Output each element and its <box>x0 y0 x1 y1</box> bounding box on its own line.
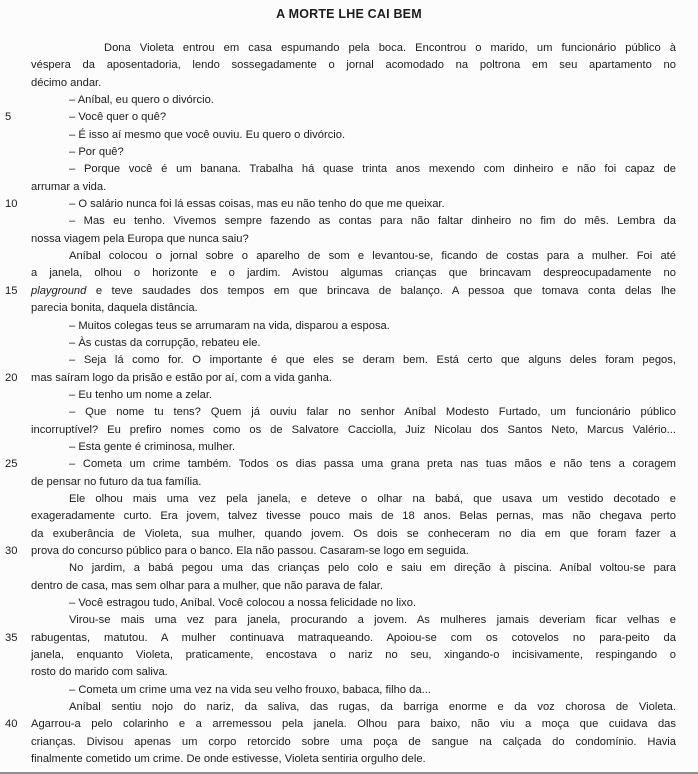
text-line <box>0 231 698 248</box>
line-number <box>0 508 31 525</box>
text-line <box>0 716 698 733</box>
text-line <box>0 92 698 109</box>
line-number <box>0 161 31 178</box>
text-line <box>0 734 698 751</box>
line-number <box>0 318 31 335</box>
line-number: 20 <box>5 371 18 384</box>
line-number <box>0 404 31 421</box>
text-line <box>0 526 698 543</box>
text-line <box>0 144 698 161</box>
text-line <box>0 335 698 352</box>
line-number <box>0 144 31 161</box>
line-text: rosto do marido com saliva. <box>31 666 168 679</box>
line-number: 10 <box>5 198 18 211</box>
text-line <box>0 196 698 213</box>
line-text: rabugentas, matutou. A mulher continuava matraqueando. Apoiou-se com os cotovelos no para-peito da <box>31 631 676 644</box>
line-text: – Você quer o quê? <box>69 111 167 124</box>
line-number <box>0 300 31 317</box>
line-text: nossa viagem pela Europa que nunca saiu? <box>31 232 249 245</box>
text-line <box>0 439 698 456</box>
document-title: A MORTE LHE CAI BEM <box>276 7 422 21</box>
text-line <box>0 543 698 560</box>
line-number <box>0 387 31 404</box>
text-line <box>0 578 698 595</box>
text-line <box>0 387 698 404</box>
line-number <box>0 213 31 230</box>
text-line <box>0 370 698 387</box>
line-number <box>0 179 31 196</box>
line-text: de pensar no futuro da tua família. <box>31 475 202 488</box>
line-text: janela, enquanto Violeta, praticamente, encostava o nariz no seu, xingando-o incisivamente, respingando o <box>31 649 676 662</box>
line-text: Aníbal colocou o jornal sobre o aparelho de som e levantou-se, ficando de costas para a mulher. Foi até <box>69 250 676 263</box>
text-line <box>0 127 698 144</box>
line-number <box>0 265 31 282</box>
line-number <box>0 474 31 491</box>
text-line <box>0 664 698 681</box>
text-line <box>0 161 698 178</box>
line-text: – Cometa um crime uma vez na vida seu velho frouxo, babaca, filho da... <box>69 683 431 696</box>
line-text: – Que nome tu tens? Quem já ouviu falar no senhor Aníbal Modesto Furtado, um funcionário público <box>69 406 676 419</box>
line-number <box>0 40 31 57</box>
line-number <box>0 682 31 699</box>
line-number <box>0 595 31 612</box>
text-line <box>0 456 698 473</box>
line-number <box>0 127 31 144</box>
line-number <box>0 57 31 74</box>
line-text: Virou-se mais uma vez para janela, procurando a jovem. As mulheres jamais deveriam ficar velhas e <box>69 614 676 627</box>
line-number <box>0 75 31 92</box>
line-number <box>0 664 31 681</box>
line-number <box>0 560 31 577</box>
line-text: arrumar a vida. <box>31 180 107 193</box>
text-line <box>0 508 698 525</box>
text-line <box>0 75 698 92</box>
line-text: Ele olhou mais uma vez pela janela, e deteve o olhar na babá, que usava um vestido decotado e <box>69 492 676 505</box>
document-body <box>0 40 698 768</box>
text-line <box>0 682 698 699</box>
text-line <box>0 352 698 369</box>
text-line <box>0 265 698 282</box>
line-number <box>0 92 31 109</box>
text-line <box>0 595 698 612</box>
line-text: – O salário nunca foi lá essas coisas, mas eu não tenho do que me queixar. <box>69 198 445 211</box>
line-number <box>0 439 31 456</box>
line-number <box>0 248 31 265</box>
line-text: – Por quê? <box>69 146 124 159</box>
line-number: 30 <box>5 544 18 557</box>
line-text: parecia bonita, daquela distância. <box>31 302 198 315</box>
line-number <box>0 231 31 248</box>
line-text: a janela, olhou o horizonte e o jardim. Avistou algumas crianças que brincavam despreocupadamente no <box>31 267 676 280</box>
text-line <box>0 422 698 439</box>
line-text: exageradamente curto. Era jovem, talvez tivesse pouco mais de 18 anos. Belas pernas, mas não chegava perto <box>31 510 676 523</box>
text-line <box>0 213 698 230</box>
line-number: 35 <box>5 631 18 644</box>
text-line <box>0 404 698 421</box>
line-number <box>0 699 31 716</box>
line-number <box>0 578 31 595</box>
text-line <box>0 57 698 74</box>
line-number <box>0 647 31 664</box>
line-text: – Seja lá como for. O importante é que eles se deram bem. Está certo que alguns deles foram pegos, <box>69 354 676 367</box>
line-text: prova do concurso público para o banco. Ela não passou. Casaram-se logo em seguida. <box>31 544 469 557</box>
text-line <box>0 751 698 768</box>
text-line <box>0 40 698 57</box>
line-number: 5 <box>5 111 12 124</box>
line-text: – Aníbal, eu quero o divórcio. <box>69 94 214 107</box>
text-line <box>0 300 698 317</box>
line-text: – Mas eu tenho. Vivemos sempre fazendo as contas para não faltar dinheiro no fim do mês. Lembra da <box>69 215 676 228</box>
line-number: 40 <box>5 718 18 731</box>
line-text: mas saíram logo da prisão e estão por aí, com a vida ganha. <box>31 371 332 384</box>
line-text: crianças. Divisou apenas um corpo retorcido sobre uma poça de sangue na calçada do condomínio. Havia <box>31 735 676 748</box>
line-text: da exuberância de Violeta, sua mulher, quando jovem. Os dois se conheceram no dia em que foram fazer a <box>31 527 676 540</box>
line-text: décimo andar. <box>31 76 102 89</box>
text-line <box>0 179 698 196</box>
text-line <box>0 283 698 300</box>
line-text: Aníbal sentiu nojo do nariz, da saliva, das rugas, da barriga enorme e da voz chorosa de Violeta. <box>69 701 676 714</box>
line-text: véspera da aposentadoria, lendo sossegadamente o jornal acomodado na poltrona em seu apartamento no <box>31 59 676 72</box>
line-number: 15 <box>5 284 18 297</box>
line-number <box>0 352 31 369</box>
text-line <box>0 612 698 629</box>
line-number <box>0 734 31 751</box>
line-text: – É isso aí mesmo que você ouviu. Eu quero o divórcio. <box>69 128 346 141</box>
text-line <box>0 474 698 491</box>
line-text: No jardim, a babá pegou uma das crianças pelo colo e saiu em direção à piscina. Aníbal voltou-se para <box>69 562 676 575</box>
text-line <box>0 109 698 126</box>
text-line <box>0 248 698 265</box>
line-text: incorruptível? Eu prefiro nomes como os de Salvatore Cacciolla, Juiz Nicolau dos Santos Neto, Marcus Valério... <box>31 423 676 436</box>
line-text: Agarrou-a pelo colarinho e a arremessou pela janela. Olhou para baixo, não viu a moça que cuidava das <box>31 718 676 731</box>
text-line <box>0 630 698 647</box>
line-text: – Muitos colegas teus se arrumaram na vida, disparou a esposa. <box>69 319 390 332</box>
line-text: – Porque você é um banana. Trabalha há quase trinta anos mexendo com dinheiro e não foi capaz de <box>69 163 676 176</box>
line-text: – Às custas da corrupção, rebateu ele. <box>69 336 261 349</box>
line-text: – Esta gente é criminosa, mulher. <box>69 440 236 453</box>
line-text: dentro de casa, mas sem olhar para a mulher, que não parava de falar. <box>31 579 383 592</box>
line-text: playground e teve saudades dos tempos em que brincava de balanço. A pessoa que tomava conta delas lhe <box>31 284 676 297</box>
line-text: finalmente cometido um crime. De onde estivesse, Violeta sentiria orgulho dele. <box>31 753 426 766</box>
line-number: 25 <box>5 458 18 471</box>
line-text: – Cometa um crime também. Todos os dias passa uma grana preta nas tuas mãos e não tens a coragem <box>69 458 676 471</box>
line-text: Dona Violeta entrou em casa espumando pela boca. Encontrou o marido, um funcionário público à <box>104 42 676 54</box>
text-line <box>0 560 698 577</box>
line-number <box>0 491 31 508</box>
line-number <box>0 422 31 439</box>
text-line <box>0 699 698 716</box>
line-text: – Eu tenho um nome a zelar. <box>69 388 213 401</box>
line-number <box>0 526 31 543</box>
line-text: – Você estragou tudo, Aníbal. Você colocou a nossa felicidade no lixo. <box>69 597 417 609</box>
line-number <box>0 335 31 352</box>
text-line <box>0 647 698 664</box>
line-number <box>0 751 31 768</box>
text-line <box>0 491 698 508</box>
text-line <box>0 318 698 335</box>
line-number <box>0 612 31 629</box>
